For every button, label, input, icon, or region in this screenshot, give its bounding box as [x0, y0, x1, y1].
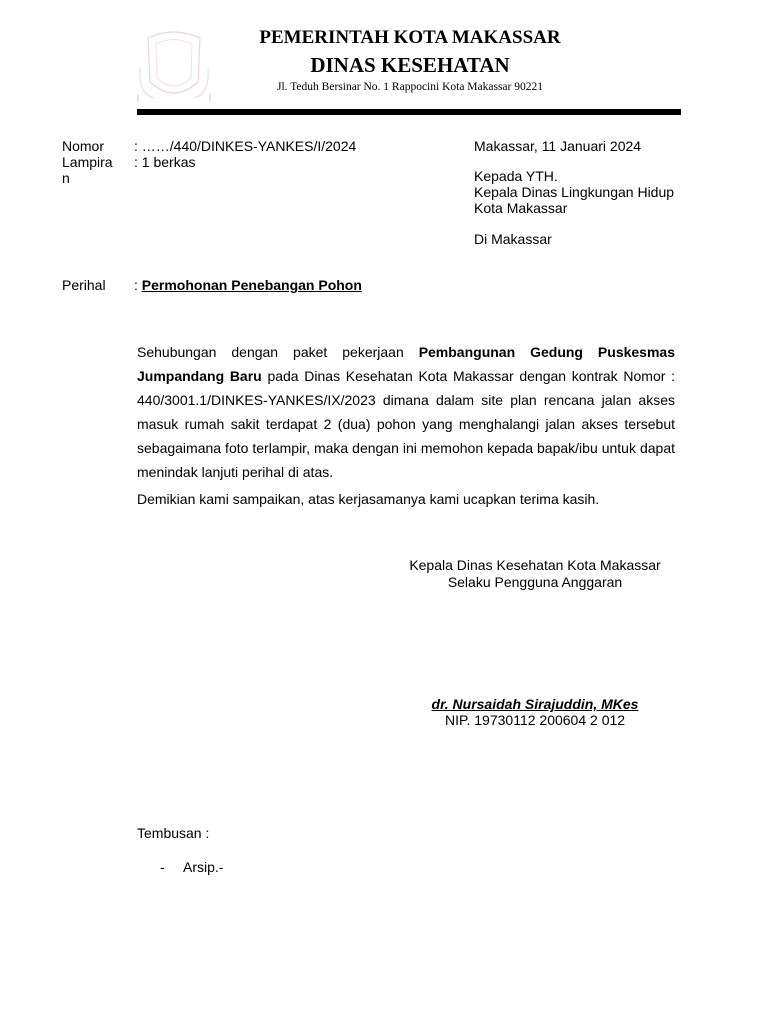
- recipient-line-2: Kepala Dinas Lingkungan Hidup: [474, 184, 675, 200]
- emblem-icon: [136, 24, 212, 106]
- perihal-label: Perihal: [62, 277, 106, 293]
- body-text-b: pada Dinas Kesehatan Kota Makassar dengan kontrak Nomor : 440/3001.1/DINKES-YANKES/IX/2023 dimana dalam site plan rencana jalan akses masuk rumah sakit terdapat 2 (dua) pohon yang menghalangi jalan akses tersebut sebagaimana foto terlampir, maka dengan ini memohon kepada bapak/ibu untuk dapat menindak lanjuti perihal di atas.: [137, 368, 675, 480]
- signatory-name: dr. Nursaidah Sirajuddin, MKes: [431, 696, 639, 712]
- cc-item-archive: Arsip.-: [183, 859, 224, 875]
- lampiran-label-line2: n: [62, 170, 70, 186]
- body-paragraph: [137, 340, 675, 484]
- recipient-line-1: Kepada YTH.: [474, 168, 558, 184]
- closing-sentence: Demikian kami sampaikan, atas kerjasamanya kami ucapkan terima kasih.: [137, 491, 600, 507]
- signatory-title-1: Kepala Dinas Kesehatan Kota Makassar: [409, 557, 661, 573]
- cc-label: Tembusan :: [137, 825, 210, 841]
- letter-date: Makassar, 11 Januari 2024: [474, 138, 642, 154]
- letterhead-address: Jl. Teduh Bersinar No. 1 Rappocini Kota Makassar 90221: [277, 81, 543, 93]
- city-emblem-logo: [136, 24, 212, 106]
- nomor-label: Nomor: [62, 138, 105, 154]
- recipient-location: Di Makassar: [474, 231, 552, 247]
- lampiran-value: : 1 berkas: [134, 154, 196, 170]
- letterhead-government: PEMERINTAH KOTA MAKASSAR: [259, 27, 561, 48]
- letterhead-divider: [137, 109, 681, 115]
- project-name: Pembangunan Gedung Puskesmas Jumpandang Baru: [137, 344, 675, 384]
- signatory-nip: NIP. 19730112 200604 2 012: [444, 712, 626, 728]
- perihal-line: [134, 277, 362, 293]
- recipient-line-3: Kota Makassar: [474, 200, 568, 216]
- body-text-a: Sehubungan dengan paket pekerjaan: [137, 344, 419, 360]
- signatory-title-2: Selaku Pengguna Anggaran: [447, 574, 623, 590]
- perihal-subject: Permohonan Penebangan Pohon: [141, 277, 362, 293]
- nomor-value: : ……/440/DINKES-YANKES/I/2024: [134, 138, 357, 154]
- signatory-name-line: [395, 696, 675, 713]
- letterhead-agency: DINAS KESEHATAN: [310, 53, 510, 77]
- perihal-colon: :: [134, 277, 138, 293]
- cc-bullet: -: [160, 859, 165, 875]
- lampiran-label-line1: Lampira: [62, 154, 113, 170]
